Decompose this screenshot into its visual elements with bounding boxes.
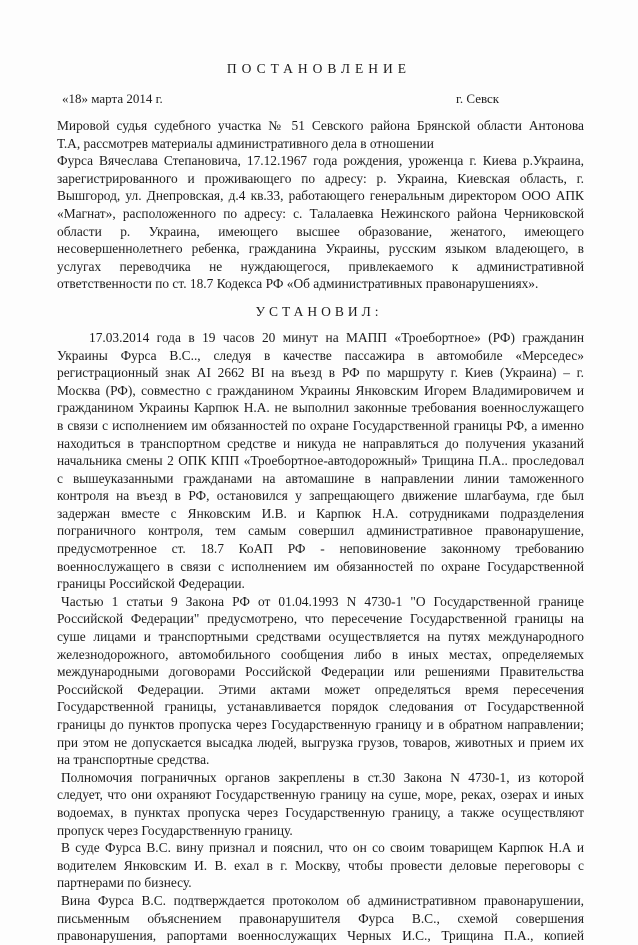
text-line: Российской Федерации. Этими актами может определяться время пересечения (57, 681, 584, 697)
paragraph-law-article-9 (57, 593, 584, 769)
text-line: пограничного контроля, тем самым совершил административное правонарушение, (57, 523, 584, 539)
text-line: границы Российской Федерации. (57, 576, 245, 592)
text-line: предусмотренное ст. 18.7 КоАП РФ - неповиновение законному требованию (57, 541, 584, 557)
text-line: Мировой судья судебного участка № 51 Севского района Брянской области Антонова (57, 118, 584, 133)
text-line: с вышеуказанными гражданами на автомашине в направлении линии таможенного (57, 470, 584, 486)
text-line: области р. Украина, имеющего высшее образование, женатого, имеющего (57, 223, 584, 239)
text-line: несовершеннолетнего ребенка, гражданина Украины, русским языком владеющего, в (57, 241, 584, 257)
text-line: Российской Федерации" предусмотрено, что пересечение Государственной границы на (57, 611, 584, 627)
text-line: Украины Фурса В.С.., следуя в качестве пассажира в автомобиле «Мерседес» (57, 347, 584, 363)
text-line: контроля на въезд в РФ, остановился у запрещающего движение шлагбаума, где был (57, 488, 584, 504)
document-title: ПОСТАНОВЛЕНИЕ (226, 61, 412, 76)
text-line: Частью 1 статьи 9 Закона РФ от 01.04.1993 N 4730-1 "О Государственной границе (61, 593, 584, 609)
paragraph-evidence (57, 892, 584, 945)
text-line: начальника смены 2 ОПК КПП «Троебортное-автодорожный» Трищина П.А.. проследовал (57, 453, 584, 469)
text-line: Фурса Вячеслава Степановича, 17.12.1967 года рождения, уроженца г. Киева р.Украина, (57, 153, 584, 169)
text-line: регистрационный знак AI 2662 BI на въезд в РФ по маршруту г. Киев (Украина) – г. (57, 365, 584, 381)
text-line: при этом не допускается высадка людей, выгрузка грузов, товаров, животных и прием их (57, 734, 584, 750)
text-line: Москва (РФ), совместно с гражданином Украины Янковским Игорем Владимировичем и (57, 382, 584, 398)
text-line: В суде Фурса В.С. вину признал и пояснил, что он со своим товарищем Карпюк Н.А и (61, 840, 584, 856)
text-line: правонарушения, рапортами военнослужащих Черных И.С., Трищина П.А., копией (57, 928, 584, 944)
text-line: границы до пунктов пропуска через Государственную границу и в обратном направлении; (57, 717, 584, 732)
text-line: Полномочия пограничных органов закреплены в ст.30 Закона N 4730-1, из которой (61, 769, 584, 785)
text-line: водоемах, в пунктах пропуска через Государственную границу, а также осуществляют (57, 804, 584, 820)
section-heading: УСТАНОВИЛ: (255, 303, 383, 319)
text-line: на транспортные средства. (57, 752, 210, 768)
paragraph-court-testimony (57, 839, 584, 892)
document-city: г. Севск (456, 91, 500, 106)
text-line: «Магнат», расположенного по адресу: с. Талалаевка Нежинского района Черниковской (57, 205, 584, 221)
text-line: партнерами по бизнесу. (57, 875, 192, 891)
document-date: «18» марта 2014 г. (62, 91, 163, 106)
text-line: услугах переводчика не нуждающегося, привлекаемого к административной (57, 258, 584, 274)
text-line: пропуск через Государственную границу. (57, 822, 293, 838)
text-line: в связи с исполнением им обязанностей по охране Государственной границы РФ, а именно (57, 417, 584, 433)
text-line: следует, что они охраняют Государственную границу на суше, море, реках, озерах и иных (57, 787, 584, 803)
text-line: задержан вместе с Янковским И.В. и Карпюк Н.А. сотрудниками подразделения (57, 505, 584, 521)
text-line: находиться в транспортном средстве и никуда не направляться до получения указаний (57, 435, 584, 451)
text-line: Т.А, рассмотрев материалы административного дела в отношении (57, 135, 434, 151)
paragraph-facts (57, 329, 584, 593)
text-line: 17.03.2014 года в 19 часов 20 минут на МАПП «Троебортное» (РФ) гражданин (89, 329, 584, 345)
text-line: суше лицами и транспортными средствами осуществляется на путях международного (57, 629, 584, 645)
text-line: железнодорожного, автомобильного сообщения либо в иных местах, определяемых (57, 646, 584, 662)
text-line: Вышгород, ул. Днепровская, д.4 кв.33, работающего генеральным директором ООО АПК (57, 188, 584, 204)
text-line: Государственной границы, устанавливается порядок следования от Государственной (57, 699, 584, 715)
intro-paragraph (57, 117, 584, 293)
text-line: письменным объяснением правонарушителя Фурса В.С., схемой совершения (57, 910, 584, 926)
text-line: водителем Янковским И. В. ехал в г. Москву, чтобы провести деловые переговоры с (57, 857, 584, 873)
text-line: Вина Фурса В.С. подтверждается протоколом об административном правонарушении, (61, 892, 584, 908)
text-line: гражданином Украины Карпюк Н.А. не выполнил законные требования военнослужащего (57, 400, 584, 416)
text-line: ответственности по ст. 18.7 Кодекса РФ «Об административных правонарушениях». (57, 276, 539, 292)
paragraph-border-authority (57, 769, 584, 839)
text-line: международными договорами Российской Федерации или решениями Правительства (57, 664, 584, 680)
text-line: зарегистрированного и проживающего по адресу: р. Украина, Киевская область, г. (57, 170, 584, 186)
text-line: военнослужащего в связи с исполнением им обязанностей по охране Государственной (57, 558, 584, 574)
dateline (0, 90, 638, 108)
